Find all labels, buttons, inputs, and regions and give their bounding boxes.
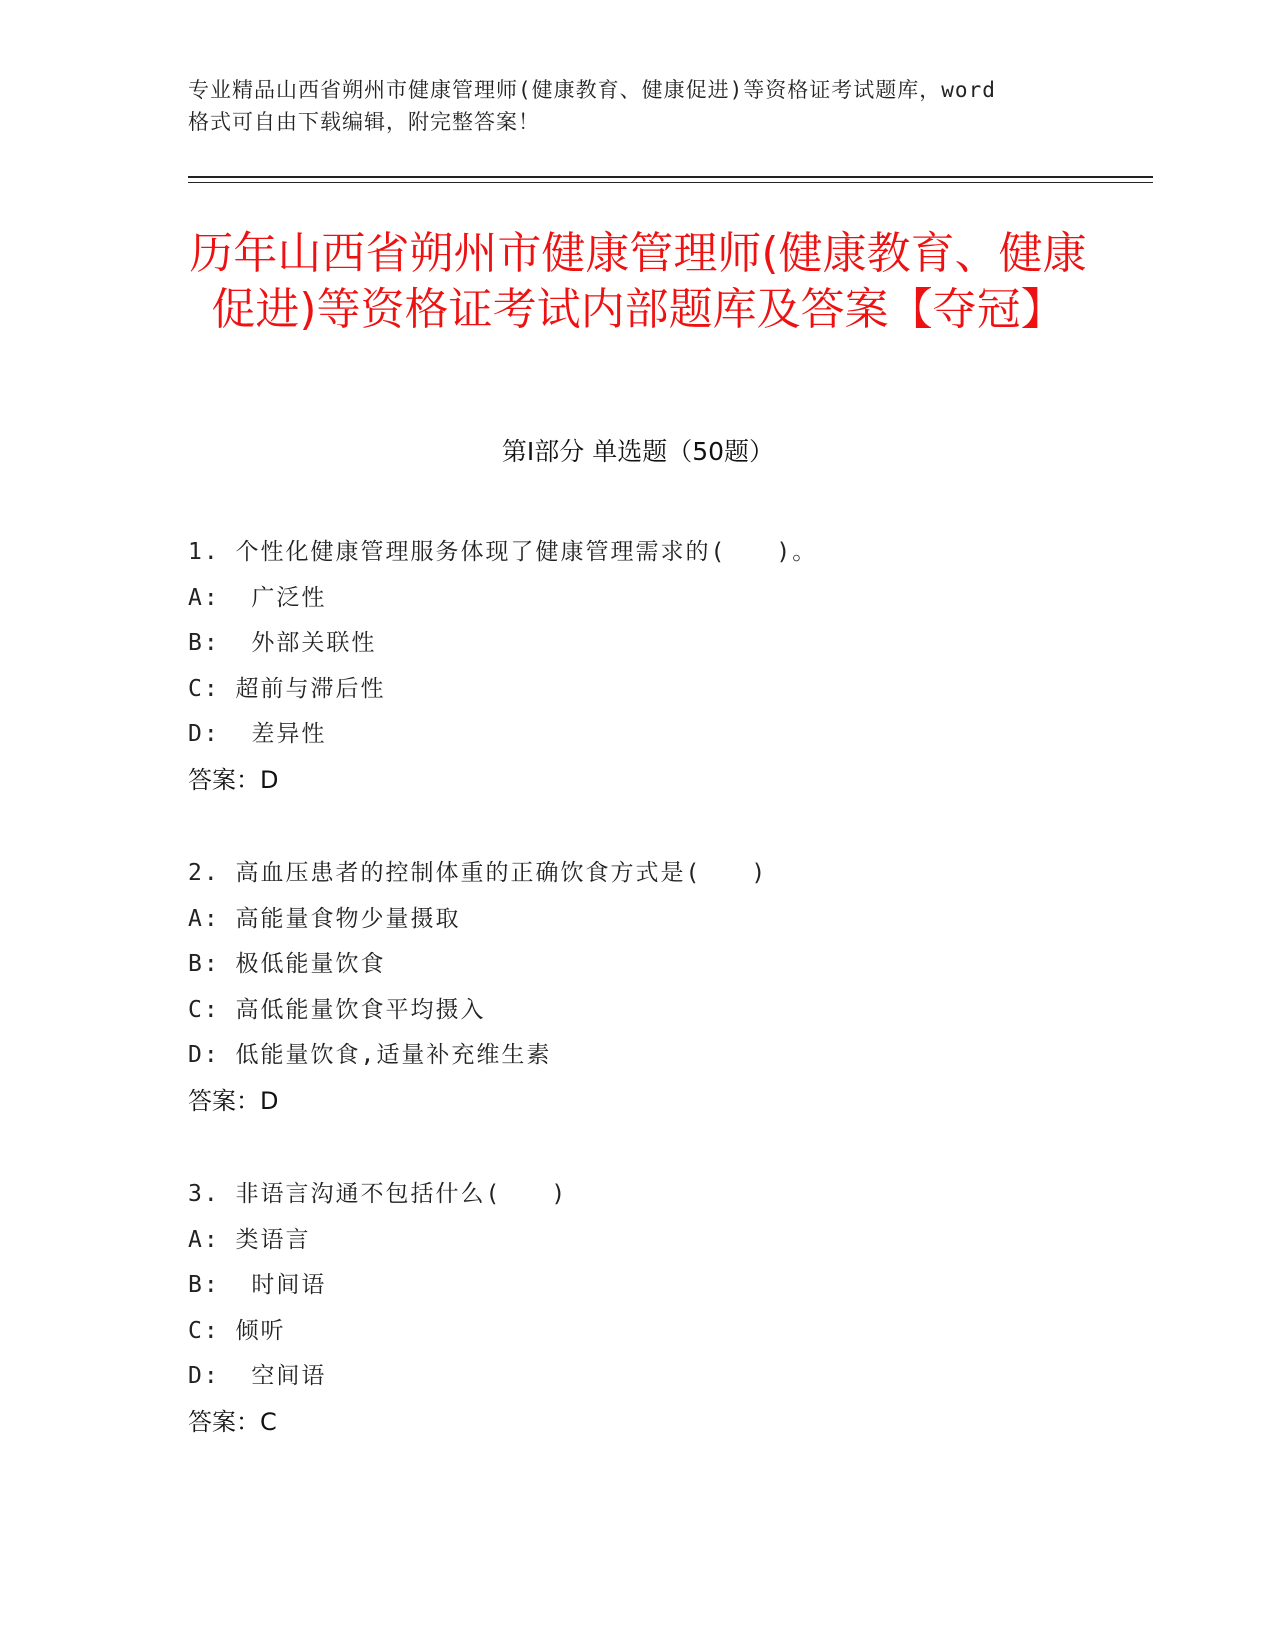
- section-heading: 第Ⅰ部分 单选题（50题）: [501, 437, 775, 466]
- option-a: A: 高能量食物少量摄取: [188, 905, 461, 932]
- option-c: C: 高低能量饮食平均摄入: [188, 996, 486, 1023]
- question-2: [188, 851, 1088, 1124]
- option-d: D: 空间语: [188, 1363, 327, 1389]
- option-a: A: 类语言: [188, 1226, 311, 1253]
- option-d: D: 低能量饮食,适量补充维生素: [188, 1042, 552, 1068]
- option-b: B: 外部关联性: [188, 630, 377, 656]
- answer: 答案：C: [188, 1407, 277, 1436]
- question-3: [188, 1172, 1088, 1445]
- answer: 答案：D: [188, 765, 279, 794]
- option-b: B: 极低能量饮食: [188, 951, 386, 977]
- option-c: C: 超前与滞后性: [188, 675, 386, 702]
- header-note: 专业精品山西省朔州市健康管理师(健康教育、健康促进)等资格证考试题库，word 格式可自由下载编辑，附完整答案！: [188, 78, 996, 134]
- question-stem: 2. 高血压患者的控制体重的正确饮食方式是( ): [188, 860, 768, 886]
- header-rule-thin: [188, 182, 1153, 183]
- option-a: A: 广泛性: [188, 584, 327, 611]
- option-b: B: 时间语: [188, 1272, 327, 1298]
- question-stem: 3. 非语言沟通不包括什么( ): [188, 1181, 568, 1207]
- option-d: D: 差异性: [188, 721, 327, 747]
- header-rule-thick: [188, 176, 1153, 178]
- answer: 答案：D: [188, 1086, 279, 1115]
- option-c: C: 倾听: [188, 1317, 286, 1344]
- document-title: 历年山西省朔州市健康管理师(健康教育、健康促进)等资格证考试内部题库及答案【夺冠】: [189, 228, 1087, 335]
- question-list: [188, 530, 1088, 1493]
- question-1: [188, 530, 1088, 803]
- question-stem: 1. 个性化健康管理服务体现了健康管理需求的( )。: [188, 539, 818, 565]
